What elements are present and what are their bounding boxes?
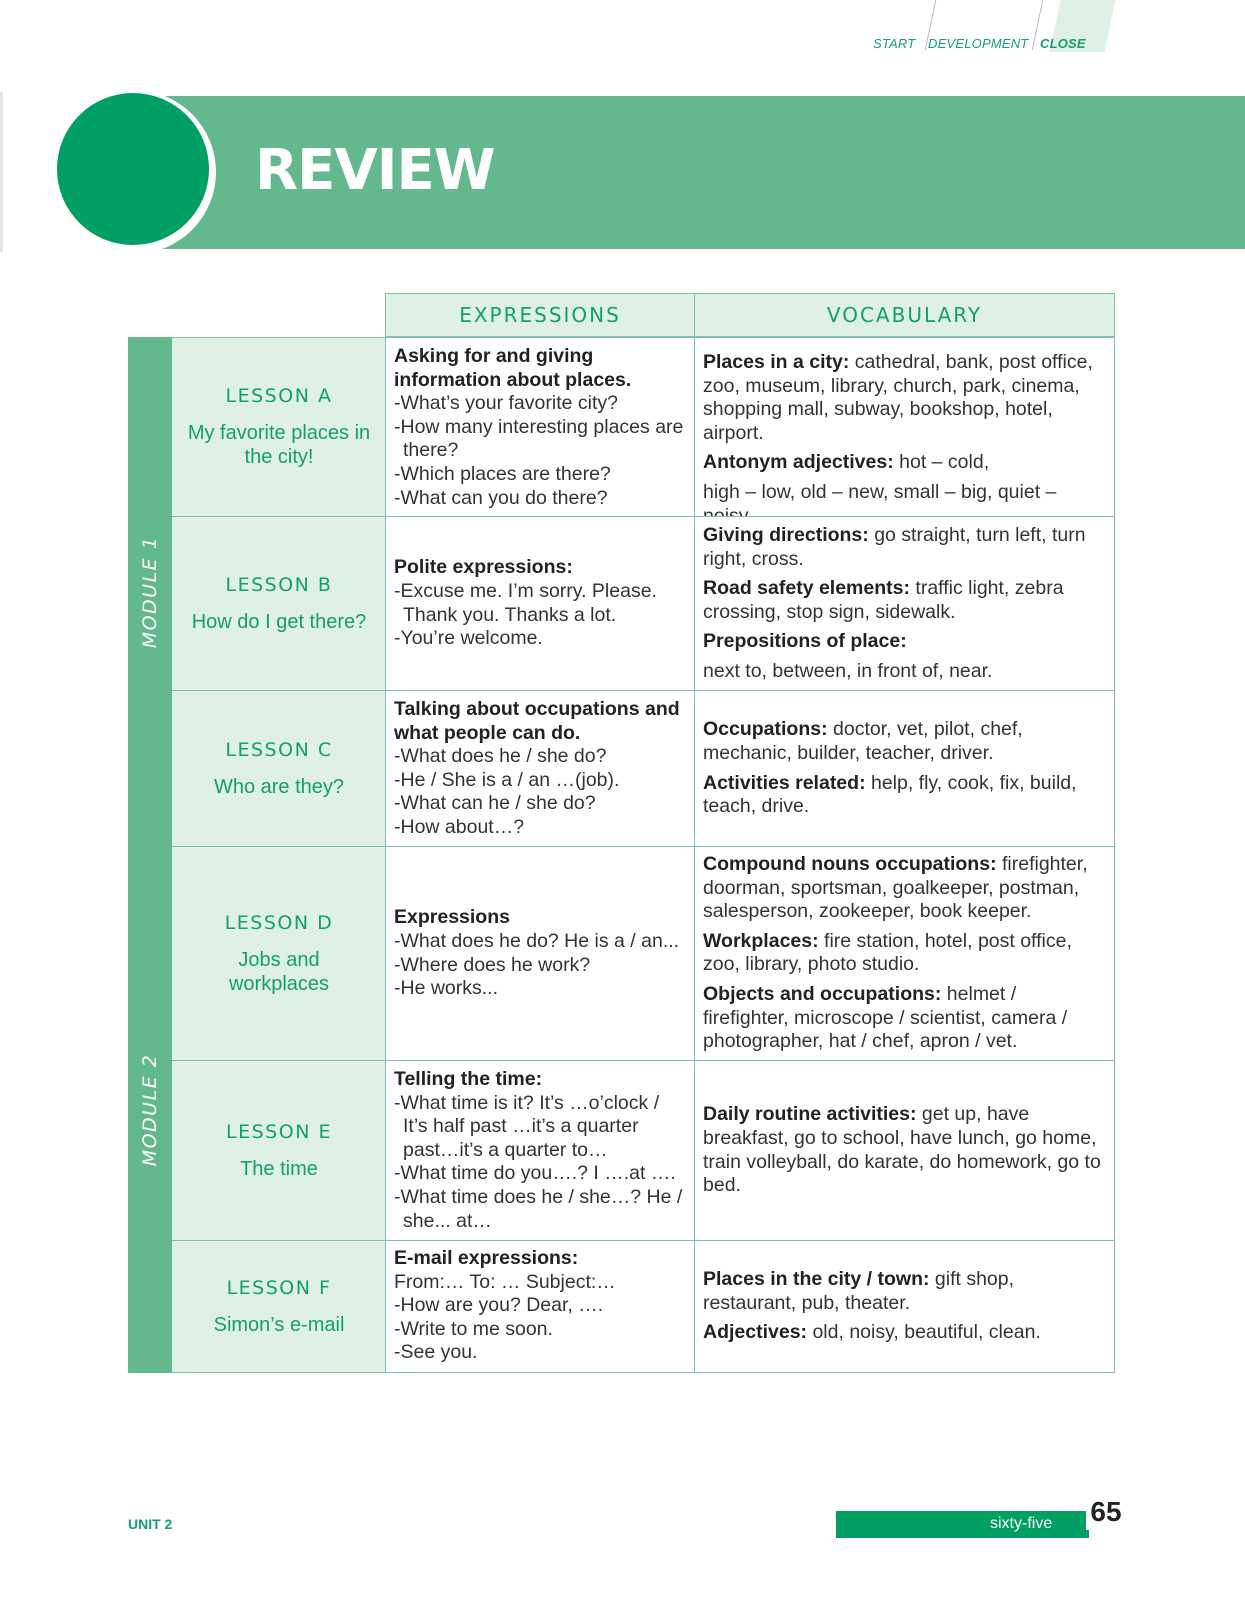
lesson-a-expressions (385, 337, 695, 517)
vocab-entry (703, 660, 1106, 684)
vocab-text: hot – cold, (893, 451, 990, 474)
vocab-text: help, fly, cook, fix, build, teach, drive. (703, 771, 1077, 818)
module-1-band (128, 337, 172, 846)
expression-heading: Polite expressions: (394, 556, 573, 579)
module-1-label: MODULE 1 (139, 535, 161, 648)
lesson-d-cell (172, 846, 386, 1061)
vocab-heading: Objects and occupations: (703, 982, 942, 1005)
lesson-b-expressions (385, 516, 695, 691)
lesson-name: LESSON C (225, 738, 333, 761)
nav-start: START (873, 36, 916, 51)
vocab-entry (703, 983, 1106, 1054)
expression-line: From:… To: … Subject:… (394, 1270, 616, 1293)
expression-line: -You’re welcome. (394, 627, 543, 650)
nav-development: DEVELOPMENT (928, 36, 1029, 51)
expression-heading: E-mail expressions: (394, 1247, 579, 1269)
page-number: 65 (1086, 1494, 1126, 1530)
lesson-title: My favorite places in the city! (187, 422, 371, 468)
expression-line: -See you. (394, 1341, 478, 1364)
expression-line: -How many interesting places are there? (394, 415, 684, 462)
vocab-text: old, noisy, beautiful, clean. (807, 1321, 1041, 1344)
vocab-entry (703, 1321, 1106, 1345)
vocab-text: go straight, turn left, turn right, cross. (703, 524, 1086, 570)
lesson-b-cell (172, 516, 386, 691)
lesson-name: LESSON E (226, 1120, 332, 1143)
expression-line: -What does he / she do? (394, 745, 607, 768)
vocab-text: firefighter, doorman, sportsman, goalkeeper, postman, salesperson, zookeeper, book keeper. (703, 853, 1088, 923)
lesson-name: LESSON B (225, 573, 333, 596)
lesson-d-vocabulary (694, 846, 1115, 1061)
expression-line: -What can you do there? (394, 486, 608, 509)
vocab-text: high – low, old – new, small – big, quiet – (703, 480, 1057, 503)
vocab-text: gift shop, restaurant, pub, theater. (703, 1268, 1015, 1314)
vocab-entry (703, 853, 1106, 924)
lesson-c-vocabulary (694, 690, 1115, 847)
lesson-name: LESSON D (224, 911, 334, 934)
lesson-title: How do I get there? (191, 610, 367, 633)
vocab-entry (703, 577, 1106, 624)
lesson-c-expressions (385, 690, 695, 847)
vocab-text: next to, between, in front of, near. (703, 659, 993, 682)
page-title: REVIEW (255, 138, 495, 203)
lesson-title: Simon’s e-mail (213, 1313, 345, 1336)
vocab-entry (703, 718, 1106, 765)
expression-line: -Write to me soon. (394, 1317, 553, 1340)
expression-heading: Talking about occupations and what people can do. (394, 698, 680, 744)
expression-line: -What does he do? He is a / an... (394, 929, 680, 952)
vocab-heading: Prepositions of place: (703, 630, 907, 653)
vocab-heading: Workplaces: (703, 929, 819, 952)
vocab-heading: Places in the city / town: (703, 1268, 930, 1291)
vocab-text: helmet / firefighter, microscope / scientist, camera / photographer, hat / chef, apron / vet. (703, 982, 1068, 1053)
lesson-b-vocabulary (694, 516, 1115, 691)
vocab-entry (703, 1268, 1106, 1315)
lesson-name: LESSON F (226, 1276, 332, 1299)
lesson-title: Jobs and workplaces (228, 948, 330, 995)
expression-line: -What time does he / she…? He / she... at… (394, 1185, 683, 1232)
vocab-entry (703, 1103, 1106, 1197)
header-expressions: EXPRESSIONS (385, 293, 695, 337)
vocab-text: fire station, hotel, post office, zoo, library, photo studio. (703, 929, 1072, 976)
expression-line: -What’s your favorite city? (394, 392, 618, 415)
expression-line: -What time is it? It’s …o’clock / It’s half past …it’s a quarter past…it’s a quarter to… (394, 1091, 660, 1161)
lesson-f-cell (172, 1240, 386, 1373)
expression-line: -How are you? Dear, …. (394, 1294, 604, 1317)
lesson-d-expressions (385, 846, 695, 1061)
vocab-heading: Giving directions: (703, 524, 869, 546)
lesson-a-vocabulary (694, 337, 1115, 517)
vocab-entry (703, 524, 1106, 571)
nav-close: CLOSE (1040, 36, 1086, 51)
unit-label: UNIT 2 (128, 1516, 173, 1532)
module-2-band (128, 846, 172, 1373)
lesson-title: Who are they? (213, 775, 345, 798)
lesson-c-cell (172, 690, 386, 847)
page-number-words: sixty-five (990, 1515, 1053, 1532)
vocab-heading: Places in a city: (703, 351, 850, 373)
module-2-label: MODULE 2 (139, 1053, 161, 1166)
vocab-entry (703, 772, 1106, 819)
lesson-title: The time (240, 1157, 318, 1180)
vocab-entry (703, 630, 1106, 654)
vocab-entry (703, 351, 1106, 445)
lesson-e-vocabulary (694, 1060, 1115, 1241)
expression-line: -He / She is a / an …(job). (394, 768, 620, 791)
vocab-text: doctor, vet, pilot, chef, mechanic, builder, teacher, driver. (703, 718, 1023, 764)
expression-line: -Which places are there? (394, 462, 611, 485)
vocab-heading: Occupations: (703, 718, 828, 741)
lesson-a-cell (172, 337, 386, 517)
lesson-e-expressions (385, 1060, 695, 1241)
expression-heading: Telling the time: (394, 1068, 543, 1090)
header-vocabulary: VOCABULARY (694, 293, 1115, 337)
vocab-entry (703, 930, 1106, 977)
vocab-heading: Antonym adjectives: (703, 451, 894, 474)
lesson-e-cell (172, 1060, 386, 1241)
expression-heading: Asking for and giving information about places. (394, 345, 632, 391)
vocab-heading: Activities related: (703, 771, 866, 794)
expression-heading: Expressions (394, 906, 510, 929)
vocab-heading: Compound nouns occupations: (703, 853, 997, 875)
expression-line: -Where does he work? (394, 953, 591, 976)
expression-line: -Excuse me. I’m sorry. Please. Thank you. Thanks a lot. (394, 579, 657, 626)
expression-line: -What time do you….? I ….at …. (394, 1162, 676, 1185)
lesson-name: LESSON A (225, 385, 333, 407)
expression-line: -What can he / she do? (394, 792, 596, 815)
lesson-f-expressions (385, 1240, 695, 1373)
vocab-heading: Daily routine activities: (703, 1103, 917, 1126)
vocab-text: cathedral, bank, post office, zoo, museum, library, church, park, cinema, shopping mall, subway, bookshop, hotel, airport. (703, 351, 1093, 444)
vocab-heading: Adjectives: (703, 1321, 808, 1344)
vocab-heading: Road safety elements: (703, 577, 910, 600)
vocab-text: get up, have breakfast, go to school, have lunch, go home, train volleyball, do karate, do homework, go to bed. (703, 1103, 1101, 1197)
vocab-entry (703, 451, 1106, 475)
lesson-f-vocabulary (694, 1240, 1115, 1373)
vocab-text: traffic light, zebra crossing, stop sign, sidewalk. (703, 577, 1064, 623)
expression-line: -He works... (394, 977, 499, 1000)
expression-line: -How about…? (394, 815, 525, 838)
